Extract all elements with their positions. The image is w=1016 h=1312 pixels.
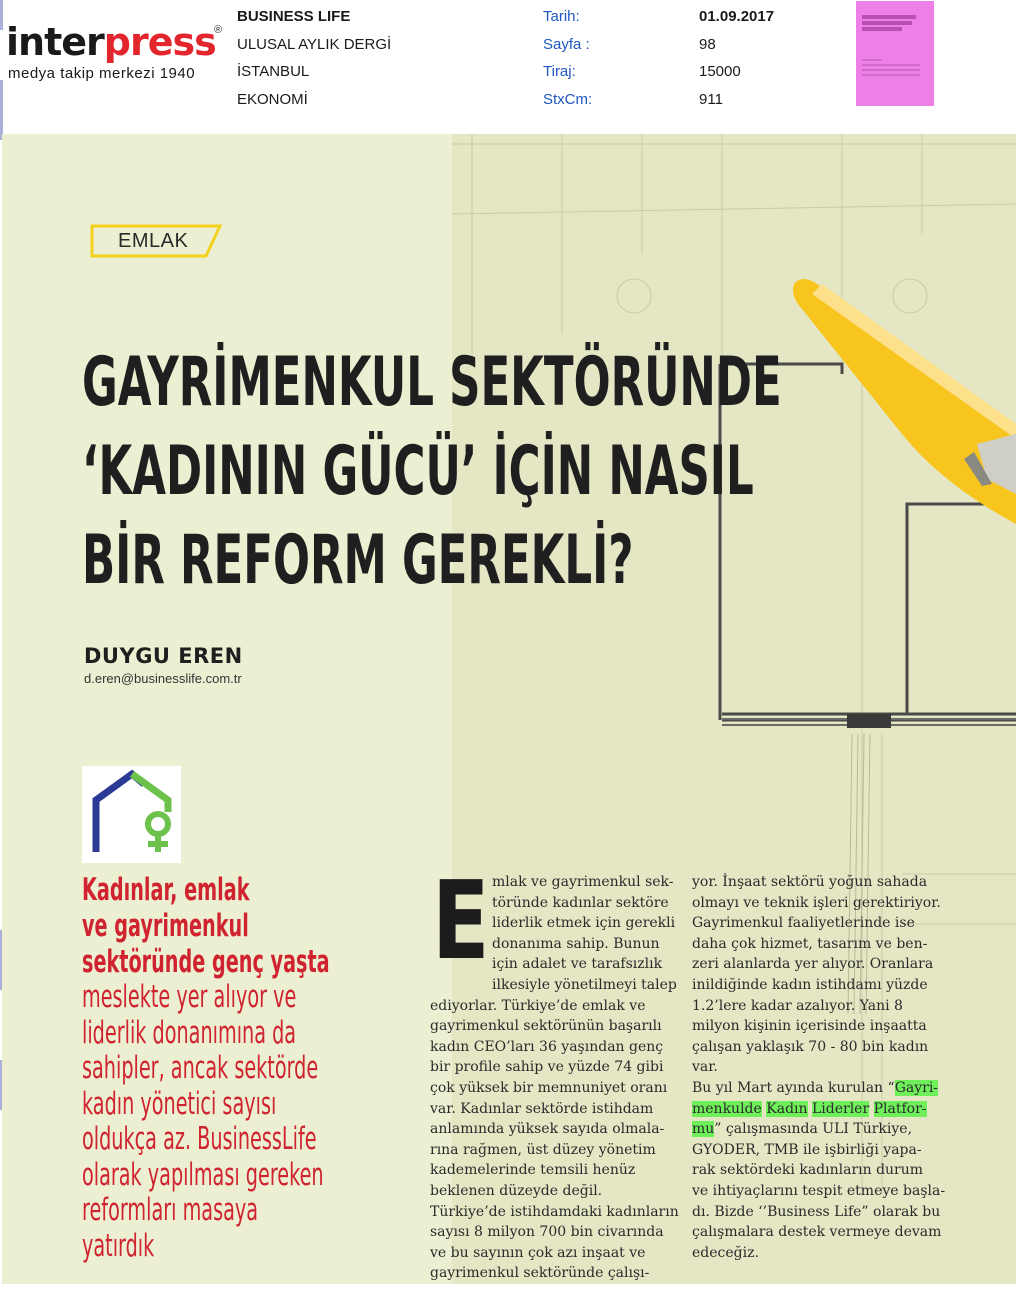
drop-cap: E xyxy=(432,859,490,984)
col2-line: milyon kişinin içerisinde inşaatta xyxy=(692,1018,927,1035)
col2-line: daha çok hizmet, tasarım ve ben- xyxy=(692,935,928,952)
stxcm-value: 911 xyxy=(699,90,723,108)
headline-line-2: ‘KADININ GÜCÜ’ İÇİN NASIL xyxy=(82,432,754,511)
col1-line: kademelerinde temsili henüz xyxy=(430,1162,636,1179)
headline-line-1: GAYRİMENKUL SEKTÖRÜNDE xyxy=(82,343,782,422)
col1-line: gayrimenkul sektöründe çalışı- xyxy=(430,1265,650,1282)
author-name: DUYGU EREN xyxy=(84,644,243,668)
lead-line-7: kadın yönetici sayısı xyxy=(82,1085,277,1122)
col2-line: GYODER, TMB ile işbirliği yapa- xyxy=(692,1141,922,1158)
col1-line: rına rağmen, üst düzey yönetim xyxy=(430,1141,656,1158)
section-tag-label: EMLAK xyxy=(118,230,189,252)
publication-city: İSTANBUL xyxy=(237,63,310,80)
registered-mark: ® xyxy=(214,24,223,36)
section-tag xyxy=(90,224,222,258)
thumbnail-headline xyxy=(862,15,922,33)
author-email[interactable]: d.eren@businesslife.com.tr xyxy=(84,671,242,686)
col2-line: inildiğinde kadın istihdamı yüzde xyxy=(692,976,928,993)
col2-line: yor. İnşaat sektörü yoğun sahada xyxy=(692,874,928,890)
clipping-header xyxy=(0,0,1016,134)
headline-line-3: BİR REFORM GEREKLİ? xyxy=(82,521,634,600)
col2-line-highlighted-1: Bu yıl Mart ayında kurulan “Gayri- xyxy=(692,1079,939,1096)
col1-line: için adalet ve tarafsızlık xyxy=(492,956,663,973)
col1-line: anlamında yüksek sayıda olmala- xyxy=(430,1121,665,1138)
article-lead xyxy=(82,872,349,1264)
col1-line: beklenen düzeyde değil. xyxy=(430,1182,603,1199)
thumbnail-text-lines xyxy=(862,59,924,89)
lead-line-9: olarak yapılması gereken xyxy=(82,1156,324,1193)
col2-line: 1.2’lere kadar azalıyor. Yani 8 xyxy=(692,997,903,1014)
col1-line: gayrimenkul sektörünün başarılı xyxy=(430,1018,662,1035)
search-highlight: Platfor- xyxy=(873,1100,927,1117)
date-label: Tarih: xyxy=(543,8,580,25)
col2-line: var. xyxy=(692,1059,718,1076)
col2-line: edeceğiz. xyxy=(692,1244,759,1261)
publication-category: EKONOMİ xyxy=(237,90,308,108)
lead-line-10: reformları masaya xyxy=(82,1192,259,1228)
col1-line: töründe kadınlar sektöre xyxy=(492,894,669,911)
lead-line-5: liderlik donanımına da xyxy=(82,1014,297,1051)
col1-line: donanıma sahip. Bunun xyxy=(492,935,660,952)
col2-line: çalışmalara destek vermeye devam xyxy=(692,1224,942,1241)
date-value: 01.09.2017 xyxy=(699,8,775,25)
page-label: Sayfa : xyxy=(543,35,590,53)
logo-wordmark: interpress xyxy=(6,20,216,64)
meta-labels xyxy=(543,3,592,113)
lead-line-8: oldukça az. BusinessLife xyxy=(82,1121,317,1157)
search-highlight: Gayri- xyxy=(894,1079,939,1096)
interpress-logo xyxy=(6,22,226,92)
col2-line-highlighted-2 xyxy=(692,1099,940,1120)
col1-line: ediyorlar. Türkiye’de emlak ve xyxy=(430,997,646,1014)
search-highlight: mu xyxy=(692,1121,715,1138)
col2-line: ve ihtiyaçlarını tespit etmeye başla- xyxy=(692,1182,946,1199)
article-column-2 xyxy=(692,872,946,1263)
col1-line: liderlik etmek için gerekli xyxy=(492,915,676,932)
publication-type: ULUSAL AYLIK DERGİ xyxy=(237,35,392,53)
col1-line: mlak ve gayrimenkul sek- xyxy=(492,874,674,890)
lead-line-4: meslekte yer alıyor ve xyxy=(82,979,297,1015)
col2-line-highlighted-3: mu” çalışmasında ULI Türkiye, xyxy=(692,1121,913,1138)
col2-line: zeri alanlarda yer alıyor. Oranlara xyxy=(692,956,934,973)
col1-line: sayısı 8 milyon 700 bin civarında xyxy=(430,1224,664,1241)
page-value: 98 xyxy=(699,35,716,53)
search-highlight: Kadın xyxy=(766,1100,808,1117)
col2-line: olmayı ve teknik işleri gerektiriyor. xyxy=(692,894,941,911)
article-headline xyxy=(82,338,782,605)
col2-line: çalışan yaklaşık 70 - 80 bin kadın xyxy=(692,1038,929,1055)
scanned-magazine-page xyxy=(2,134,1016,1284)
lead-line-11: yatırdık xyxy=(82,1227,155,1264)
col1-line: ilkesiyle yönetilmeyi talep xyxy=(492,976,677,993)
lead-bold-line-1: Kadınlar, emlak xyxy=(82,872,250,908)
col1-line: Türkiye’de istihdamdaki kadınların xyxy=(430,1203,679,1220)
col1-line: çok yüksek bir memnuniyet oranı xyxy=(430,1079,668,1096)
article-column-1 xyxy=(430,859,679,1284)
col2-line: Gayrimenkul faaliyetlerinde ise xyxy=(692,915,915,932)
page-thumbnail[interactable] xyxy=(856,1,934,106)
search-highlight: menkulde xyxy=(692,1100,762,1117)
col2-line: rak sektördeki kadınların durum xyxy=(692,1162,924,1179)
lead-bold-line-2: ve gayrimenkul xyxy=(82,908,249,944)
lead-bold-line-3: sektöründe genç yaşta xyxy=(82,944,330,980)
col1-line: ve bu sayının çok azı inşaat ve xyxy=(430,1244,646,1261)
circulation-label: Tiraj: xyxy=(543,63,576,80)
publication-name: BUSINESS LIFE xyxy=(237,8,351,25)
search-highlight: Liderler xyxy=(811,1100,870,1117)
col1-line: var. Kadınlar sektörde istihdam xyxy=(430,1100,654,1117)
col2-line: dı. Bizde ‘’Business Life” olarak bu xyxy=(692,1203,941,1220)
house-female-symbol-icon xyxy=(82,766,181,863)
logo-subtitle: medya takip merkezi 1940 xyxy=(8,65,196,82)
circulation-value: 15000 xyxy=(699,63,741,80)
col1-line: kadın CEO’ları 36 yaşından genç xyxy=(430,1038,664,1055)
women-realestate-icon xyxy=(82,766,181,863)
lead-line-6: sahipler, ancak sektörde xyxy=(82,1050,319,1086)
publication-info xyxy=(237,3,391,113)
stxcm-label: StxCm: xyxy=(543,90,593,108)
meta-values xyxy=(699,3,774,113)
col1-line: bir profile sahip ve yüzde 74 gibi xyxy=(430,1059,664,1076)
